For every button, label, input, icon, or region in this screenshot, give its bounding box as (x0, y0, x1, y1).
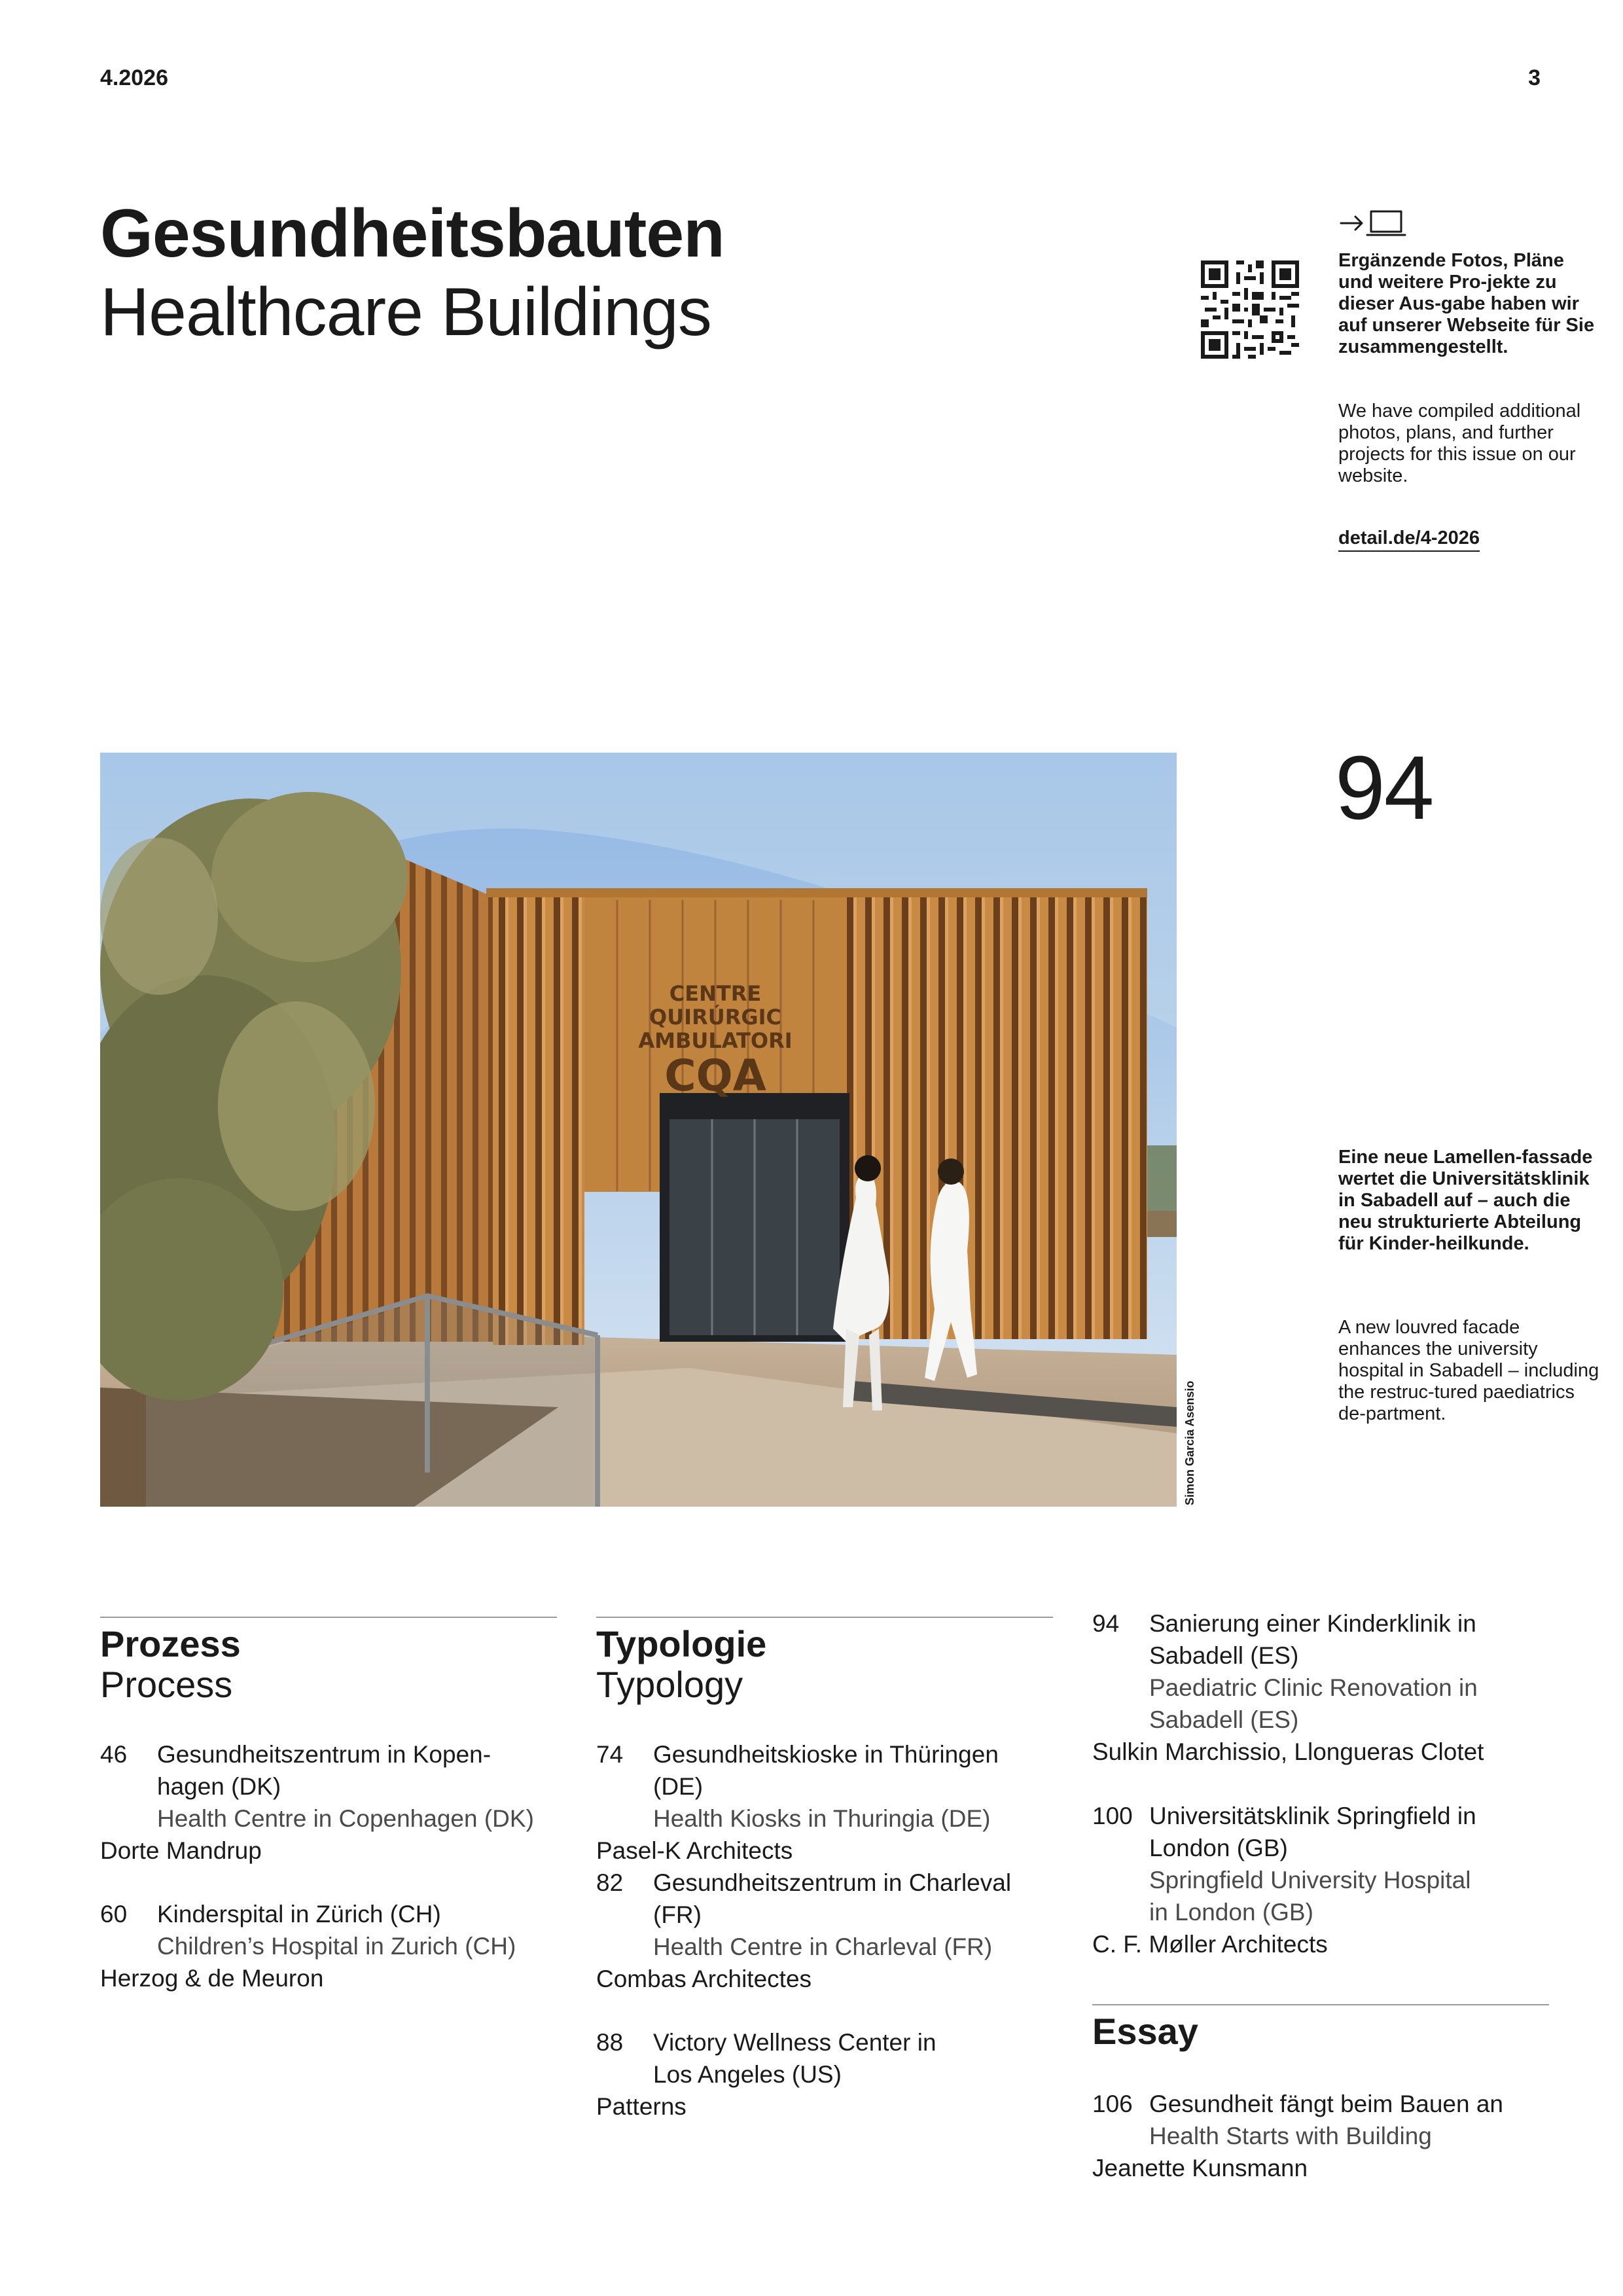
toc-title-de: Universitätsklinik Springfield in London (GB) (1149, 1803, 1476, 1861)
toc-title-de: Gesundheitszentrum in Charleval (FR) (653, 1869, 1012, 1928)
toc-title-en: Children’s Hospital in Zurich (CH) (157, 1933, 516, 1960)
qr-code-icon[interactable] (1201, 260, 1299, 359)
toc-entry[interactable] (1092, 2088, 1550, 2184)
toc-title-en: Paediatric Clinic Renovation in Sabadell (ES) (1149, 1674, 1478, 1733)
toc-architect: Sulkin Marchissio, Llongueras Clotet (1092, 1738, 1484, 1765)
web-info-en: We have compiled additional photos, plans, and further projects for this issue on our website. (1338, 401, 1581, 486)
toc-title-de: Gesundheit fängt beim Bauen an (1149, 2090, 1503, 2117)
toc-title-de: Kinderspital in Zürich (CH) (157, 1901, 441, 1928)
photo-credit: Simon Garcia Asensio (1183, 1380, 1196, 1505)
section-title-essay: Essay (1092, 2011, 1198, 2052)
section-title-process-en: Process (100, 1664, 233, 1705)
feature-caption-de: Eine neue Lamellen-fassade wertet die Universitätsklinik in Sabadell auf – auch die neu strukturierte Abteilung für Kinder-heilkunde. (1338, 1147, 1593, 1254)
toc-title-de: Victory Wellness Center in Los Angeles (US) (653, 2029, 936, 2088)
toc-page: 46 (100, 1741, 128, 1768)
toc-page: 94 (1092, 1610, 1120, 1637)
toc-page: 100 (1092, 1803, 1133, 1829)
toc-entry[interactable] (1092, 1607, 1550, 1768)
toc-architect: Patterns (596, 2093, 687, 2120)
section-title-typology-en: Typology (596, 1664, 743, 1705)
toc-entry[interactable] (596, 2026, 1054, 2123)
toc-entry[interactable] (596, 1738, 1054, 1867)
toc-title-en: Health Starts with Building (1149, 2123, 1432, 2149)
issue-label: 4.2026 (100, 65, 168, 90)
toc-title-en: Health Centre in Charleval (FR) (653, 1933, 993, 1960)
toc-architect: Pasel-K Architects (596, 1837, 793, 1864)
toc-page: 60 (100, 1901, 128, 1928)
toc-title-en: Springfield University Hospital in London (GB) (1149, 1867, 1471, 1926)
toc-title-de: Gesundheitskioske in Thüringen (DE) (653, 1741, 999, 1800)
page-title-en: Healthcare Buildings (100, 274, 711, 350)
toc-architect: C. F. Møller Architects (1092, 1931, 1328, 1958)
toc-architect: Jeanette Kunsmann (1092, 2155, 1308, 2181)
section-title-process-de: Prozess (100, 1623, 241, 1664)
sign-line-3: AMBULATORI (638, 1028, 793, 1053)
toc-title-en: Health Centre in Copenhagen (DK) (157, 1805, 534, 1832)
page-title-de: Gesundheitsbauten (100, 196, 724, 272)
toc-page: 88 (596, 2029, 624, 2056)
toc-entry[interactable] (100, 1898, 558, 1994)
section-divider (596, 1617, 1053, 1618)
toc-title-en: Health Kiosks in Thuringia (DE) (653, 1805, 991, 1832)
toc-entry[interactable] (596, 1867, 1054, 1995)
toc-title-de: Gesundheitszentrum in Kopen-hagen (DK) (157, 1741, 491, 1800)
building-sign (584, 982, 846, 1100)
arrow-to-laptop-icon (1338, 208, 1410, 238)
toc-architect: Combas Architectes (596, 1965, 812, 1992)
feature-caption-en: A new louvred facade enhances the university hospital in Sabadell – including the restruc-tured paediatrics de-partment. (1338, 1317, 1599, 1424)
toc-page: 106 (1092, 2090, 1133, 2117)
toc-entry[interactable] (1092, 1800, 1550, 1960)
sign-line-4: CQA (664, 1050, 766, 1101)
toc-title-de: Sanierung einer Kinderklinik in Sabadell (ES) (1149, 1610, 1476, 1669)
toc-page: 82 (596, 1869, 624, 1896)
section-divider (1092, 2004, 1549, 2005)
sign-line-1: CENTRE (669, 981, 762, 1006)
toc-architect: Herzog & de Meuron (100, 1965, 324, 1992)
toc-entry[interactable] (100, 1738, 558, 1867)
sign-line-2: QUIRÚRGIC (649, 1005, 781, 1030)
toc-page: 74 (596, 1741, 624, 1768)
toc-architect: Dorte Mandrup (100, 1837, 262, 1864)
web-info-de: Ergänzende Fotos, Pläne und weitere Pro-jekte zu dieser Aus-gabe haben wir auf unserer Webseite für Sie zusammengestellt. (1338, 250, 1595, 357)
feature-page-number: 94 (1335, 738, 1433, 838)
section-divider (100, 1617, 557, 1618)
feature-photo (100, 753, 1177, 1507)
section-title-typology-de: Typologie (596, 1623, 767, 1664)
website-link[interactable]: detail.de/4-2026 (1338, 528, 1480, 552)
page-number: 3 (1528, 65, 1541, 90)
